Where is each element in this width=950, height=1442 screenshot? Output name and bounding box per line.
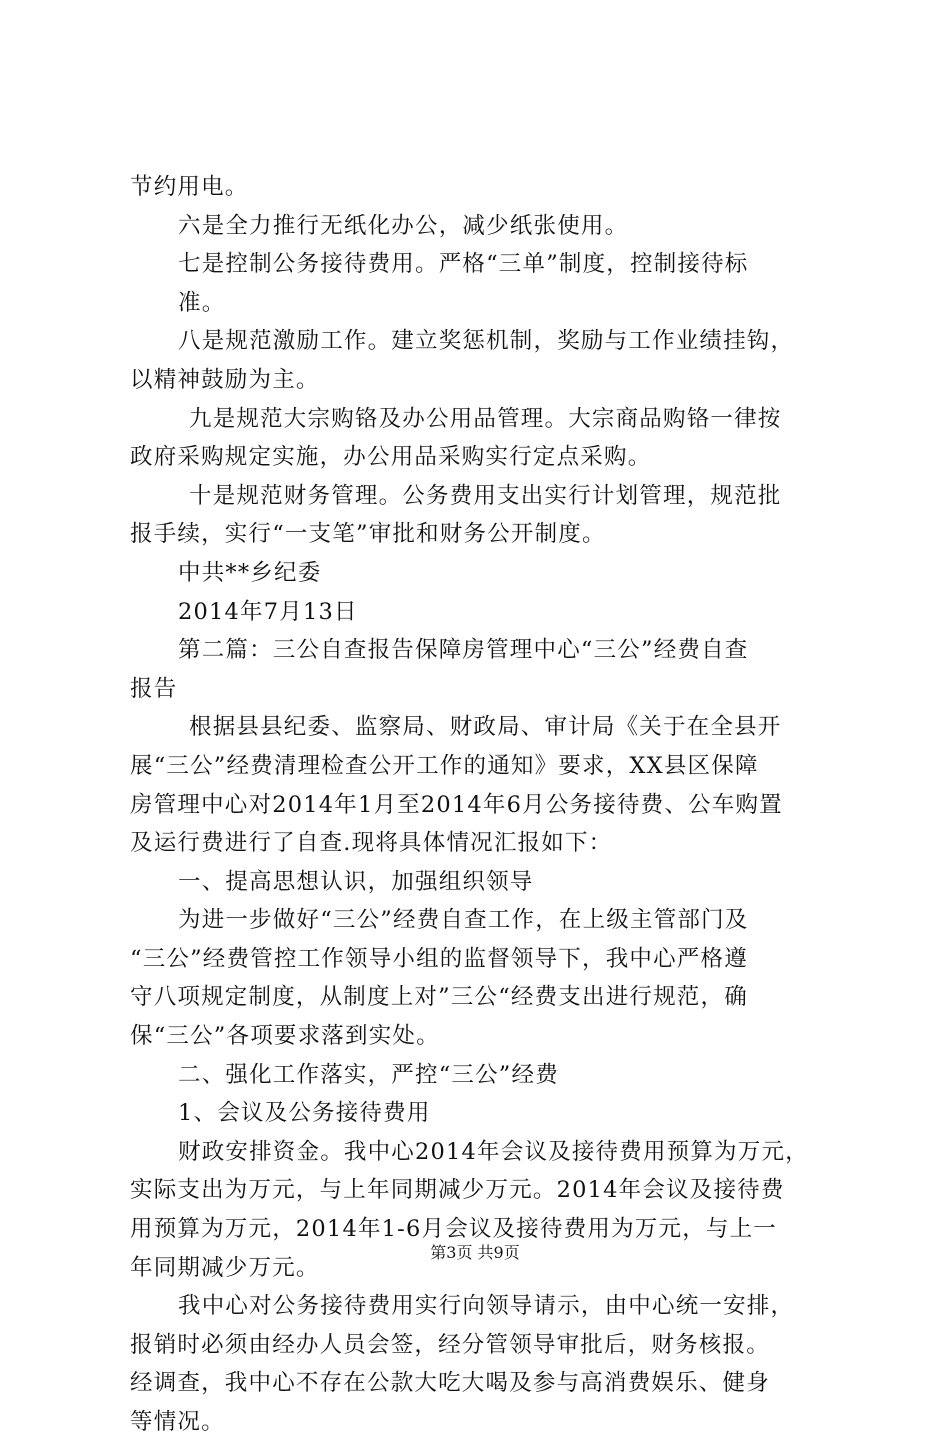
text-line: 经调查，我中心不存在公款大吃大喝及参与高消费娱乐、健身 [130,1370,770,1397]
text-line: 用预算为万元，2014年1-6月会议及接待费用为万元，与上一 [130,1216,777,1243]
text-line: 我中心对公务接待费用实行向领导请示，由中心统一安排， [178,1293,795,1320]
text-line: 等情况。 [130,1409,225,1435]
section-heading-cont: 报告 [130,675,178,702]
text-line: 守八项规定制度，从制度上对”三公“经费支出进行规范，确 [130,984,748,1011]
subheading: 1、会议及公务接待费用 [178,1100,431,1127]
subheading: 二、强化工作落实，严控“三公”经费 [178,1061,559,1088]
text-line: 根据县县纪委、监察局、财政局、审计局《关于在全县开 [189,714,782,741]
text-line: 房管理中心对2014年1月至2014年6月公务接待费、公车购置 [130,791,783,818]
text-line: 财政安排资金。我中心2014年会议及接待费用预算为万元， [178,1138,809,1165]
signature-date: 2014年7月13日 [178,598,358,625]
text-line: 九是规范大宗购铬及办公用品管理。大宗商品购铬一律按 [189,405,782,432]
text-line: “三公”经费管控工作领导小组的监督领导下，我中心严格遵 [130,945,748,972]
signature-org: 中共**乡纪委 [178,559,322,586]
text-line: 展“三公”经费清理检查公开工作的通知》要求，XX县区保障 [130,752,759,779]
text-line: 为进一步做好“三公”经费自查工作，在上级主管部门及 [178,907,749,934]
text-line: 八是规范激励工作。建立奖惩机制，奖励与工作业绩挂钩， [178,328,795,355]
text-line: 七是控制公务接待费用。严格“三单”制度，控制接待标 [178,251,749,278]
page-number-footer: 第3页 共9页 [430,1243,520,1262]
subheading: 一、提高思想认识，加强组织领导 [178,868,534,895]
section-heading: 第二篇：三公自查报告保障房管理中心“三公”经费自查 [178,637,749,664]
text-line: 六是全力推行无纸化办公，减少纸张使用。 [178,212,629,239]
text-line: 报销时必须由经办人员会签，经分管领导审批后，财务核报。 [130,1331,770,1358]
text-line: 年同期减少万元。 [130,1254,320,1281]
text-line: 实际支出为万元，与上年同期减少万元。2014年会议及接待费 [130,1177,785,1204]
text-line: 报手续，实行“一支笔”审批和财务公开制度。 [130,521,606,548]
text-line: 以精神鼓励为主。 [130,366,320,393]
text-line: 十是规范财务管理。公务费用支出实行计划管理，规范批 [189,482,782,509]
text-line: 保“三公”各项要求落到实处。 [130,1023,440,1050]
text-line: 准。 [178,289,226,316]
text-line: 节约用电。 [130,174,249,200]
text-line: 及运行费进行了自查.现将具体情况汇报如下： [130,830,613,857]
text-line: 政府采购规定实施，办公用品采购实行定点采购。 [130,444,652,471]
